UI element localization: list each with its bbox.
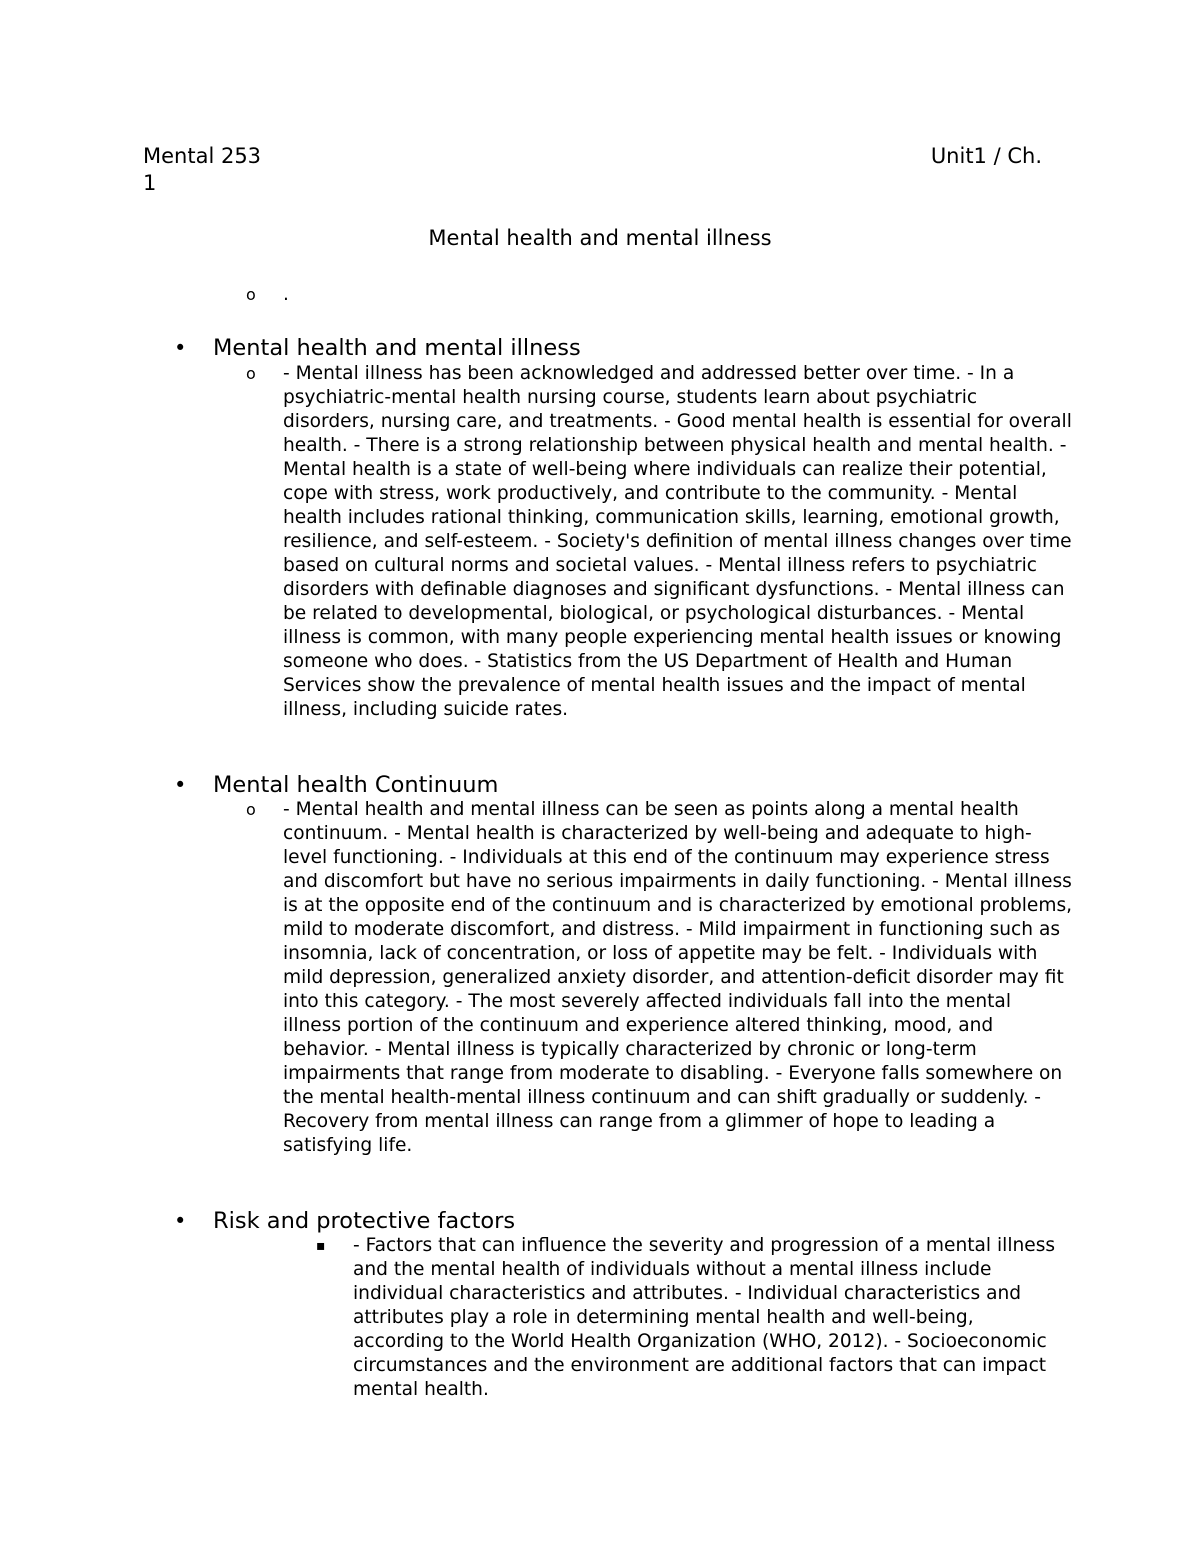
bullet-icon: • [174,773,187,797]
hollow-bullet-icon: o [246,285,256,304]
section-heading-mental-health: Mental health and mental illness [213,335,581,361]
unit-label: Unit1 / Ch. [930,144,1042,168]
chapter-number: 1 [143,171,157,195]
section-body-mental-health: - Mental illness has been acknowledged and addressed better over time. - In a psychiatric-mental health nursing course, students learn about psychiatric disorders, nursing care, and treatments. - Good mental health is essential for overall health. - There is a strong relationship between physical health and mental health. - Mental health is a state of well-being where individuals can realize their potential, cope with stress, work productively, and contribute to the community. - Mental health includes rational thinking, communication skills, learning, emotional growth, resilience, and self-esteem. - Society's definition of mental illness changes over time based on cultural norms and societal values. - Mental illness refers to psychiatric disorders with definable diagnoses and significant dysfunctions. - Mental illness can be related to developmental, biological, or psychological disturbances. - Mental illness is common, with many people experiencing mental health issues or knowing someone who does. - Statistics from the US Department of Health and Human Services show the prevalence of mental health issues and the impact of mental illness, including suicide rates. [283,363,1072,720]
page-title: Mental health and mental illness [428,226,772,250]
bullet-icon: • [174,1209,187,1233]
section-body-continuum: - Mental health and mental illness can be seen as points along a mental health continuum. - Mental health is characterized by well-being and adequate to high-level functioning. - Individuals at this end of the continuum may experience stress and discomfort but have no serious impairments in daily functioning. - Mental illness is at the opposite end of the continuum and is characterized by emotional problems, mild to moderate discomfort, and distress. - Mild impairment in functioning such as insomnia, lack of concentration, or loss of appetite may be felt. - Individuals with mild depression, generalized anxiety disorder, and attention-deficit disorder may fit into this category. - The most severely affected individuals fall into the mental illness portion of the continuum and experience altered thinking, mood, and behavior. - Mental illness is typically characterized by chronic or long-term impairments that range from moderate to disabling. - Everyone falls somewhere on the mental health-mental illness continuum and can shift gradually or suddenly. - Recovery from mental illness can range from a glimmer of hope to leading a satisfying life. [283,799,1073,1156]
hollow-bullet-icon: o [246,800,256,819]
section-heading-risk-factors: Risk and protective factors [213,1208,516,1234]
course-label: Mental 253 [143,144,262,168]
square-bullet-icon: ▪ [316,1238,326,1254]
hollow-bullet-icon: o [246,364,256,383]
bullet-icon: • [174,336,187,360]
section-body-risk-factors: - Factors that can influence the severity and progression of a mental illness and the mental health of individuals without a mental illness include individual characteristics and attributes. - Individual characteristics and attributes play a role in determining mental health and well-being, according to the World Health Organization (WHO, 2012). - Socioeconomic circumstances and the environment are additional factors that can impact mental health. [353,1235,1056,1400]
section-heading-continuum: Mental health Continuum [213,772,499,798]
intro-item: . [283,284,289,305]
